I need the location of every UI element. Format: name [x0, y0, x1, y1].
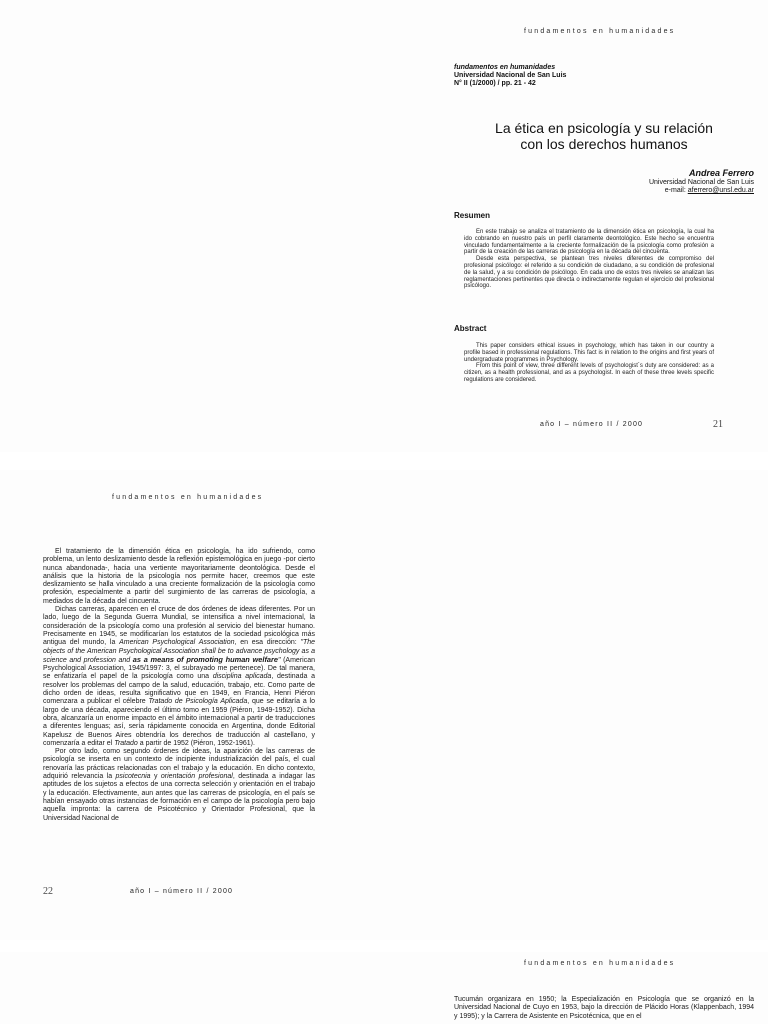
- text-run: , que se editaría a lo largo de una década, apareciendo el último tomo en 1959 (Piéron, 1949-1952). Dicha obra, alcanzaría un enorme impacto en el ámbito internacional a partir de traducciones a diferentes lenguas; así, sería rápidamente conocida en Argentina, donde Editorial Kapelusz de Buenos Aires obtendría los derechos de traducción al castellano, y comenzaría a editar el: [43, 698, 315, 747]
- author-name: Andrea Ferrero: [688, 168, 754, 178]
- email-link[interactable]: aferrero@unsl.edu.ar: [687, 187, 754, 194]
- journal-info: [454, 64, 566, 88]
- body-text: [43, 548, 315, 823]
- text-run-italic: Tratado: [114, 739, 138, 747]
- page-number: 21: [713, 419, 723, 430]
- quote-close: ": [278, 656, 281, 664]
- text-run-italic: psicotecnia: [115, 773, 151, 781]
- abstract-heading: Abstract: [454, 324, 487, 333]
- text-run: Por otro lado, como segundo órdenes de ideas, la aparición de las carreras de psicología se inserta en un contexto de incipiente industrialización del país, el cual renovaría las prácticas relacionadas con el trabajo y la educación. En dicho contexto, adquirió relevancia la: [43, 748, 315, 781]
- body-paragraph: Tucumán organizara en 1950; la Especialización en Psicología que se organizó en la Universidad Nacional de Cuyo en 1953, bajo la dirección de Plácido Horas (Klappenbach, 1994 y 1995); y la Carrera de Asistente en Psicotécnica, que en el: [454, 996, 754, 1020]
- email-label: e-mail:: [664, 187, 688, 194]
- text-run: , destinada a resolver los problemas del campo de la salud, educación, trabajo, etc. Como parte de dicho orden de ideas, resulta significativo que en 1949, en Francia, Henri Piéron comenzara a publicar el célebre: [43, 673, 315, 706]
- resumen-text: [464, 229, 714, 290]
- quote-emphasis: as a means of promoting human welfare: [132, 654, 278, 664]
- page-3: [0, 952, 768, 1024]
- abstract-text: [464, 343, 714, 384]
- text-run: Dichas carreras, aparecen en el cruce de dos órdenes de ideas diferentes. Por un lado, luego de la Segunda Guerra Mundial, se intensifica a nivel internacional, la consideración de la psicología como una profesión al servicio del bienestar humano. Precisamente en 1945, se modificarían los estatutos de la sociedad psicológica más antigua del mundo, la: [43, 606, 315, 647]
- text-run-italic: Tratado de Psicología Aplicada: [148, 698, 248, 706]
- body-text: [454, 996, 754, 1021]
- abstract-paragraph-1: This paper considers ethical issues in psychology, which has taken in our country a profile based in professional regulations. This fact is in relation to the origins and first years of undergraduate programmes in Psychology.: [464, 343, 714, 363]
- journal-university: Universidad Nacional de San Luis: [454, 72, 567, 79]
- resumen-paragraph-2: Desde esta perspectiva, se plantean tres niveles diferentes de compromiso del profesional psicólogo: el referido a su condición de ciudadano, a su condición de profesional de la salud, y a su condición de psicólogo. En cada uno de estos tres niveles se analizan las reglamentaciones pertinentes que directa o indirectamente regulan el ejercicio del profesional psicólogo.: [464, 256, 714, 290]
- text-run: , destinada a indagar las aptitudes de los sujetos a efectos de una correcta selección y orientación en el trabajo y la educación. Efectivamente, aun antes que las carreras de psicología, en el país se habían ensayado otras instancias de formación en el campo de la psicología pero bajo aquella impronta: la carrera de Psicotécnico y Orientador Profesional, que la Universidad Nacional de: [43, 773, 316, 822]
- text-run-italic: disciplina aplicada: [212, 673, 272, 681]
- text-run: , en esa dirección:: [234, 639, 301, 647]
- body-paragraph-2: [43, 606, 315, 748]
- journal-issue: N° II (1/2000) / pp. 21 - 42: [454, 80, 536, 87]
- running-head: fundamentos en humanidades: [524, 28, 676, 35]
- text-run-italic: American Psychological Association: [119, 639, 235, 647]
- resumen-heading: Resumen: [454, 211, 491, 220]
- text-run: (American Psychological Association, 1945/1997: 3, el subrayado me pertenece). De tal manera, se enfatizaría el papel de la psicología como una: [43, 656, 315, 681]
- resumen-paragraph-1: En este trabajo se analiza el tratamiento de la dimensión ética en psicología, la cual ha ido cobrando en nuestro país un perfil claramente deontológico. Este hecho se encuentra vinculado fundamentalmente a la creciente formalización de la psicología como profesión a partir de la creación de las carreras de psicología en la década del cincuenta.: [464, 229, 714, 256]
- author-email: [649, 187, 754, 195]
- journal-name: fundamentos en humanidades: [454, 64, 556, 71]
- running-head: fundamentos en humanidades: [524, 960, 676, 967]
- body-paragraph-3: [43, 748, 315, 823]
- quote-italic: "The objects of the American Psychological Association shall be to advance psychology as a science and profession and: [43, 639, 316, 664]
- body-paragraph-1: El tratamiento de la dimensión ética en psicología, ha ido sufriendo, como problema, un lento deslizamiento desde la reflexión epistemológica en juego -por cierto nunca abandonada-, hacia una vertiente mayoritariamente deontológica. Desde el análisis que la historia de la psicología nos permite hacer, creemos que este deslizamiento se halla vinculado a una creciente formalización de la psicología como profesión, especialmente a partir del surgimiento de las carreras de psicología, a mediados de la década del cincuenta.: [43, 548, 315, 605]
- abstract-paragraph-2: From this point of view, three different levels of psychologist´s duty are considered: as a citizen, as a health professional, and as a psychologist. In each of these three levels specific regulations are considered.: [464, 363, 714, 383]
- title-line-2: con los derechos humanos: [520, 136, 688, 152]
- author-affiliation: Universidad Nacional de San Luis: [648, 179, 754, 186]
- page-gap: [0, 940, 768, 952]
- author-block: [649, 168, 754, 195]
- page-footer: año I – número II / 2000: [540, 421, 644, 428]
- running-head: fundamentos en humanidades: [112, 494, 264, 501]
- page-2: [0, 470, 768, 940]
- page-number: 22: [43, 886, 53, 897]
- page-footer: año I – número II / 2000: [130, 888, 234, 895]
- page-gap: [0, 452, 768, 470]
- title-line-1: La ética en psicología y su relación: [495, 120, 713, 136]
- page-1: [0, 0, 768, 452]
- text-run: a partir de 1952 (Piéron, 1952-1961).: [137, 739, 255, 747]
- article-title: [454, 120, 754, 152]
- text-run: y: [150, 773, 161, 781]
- text-run-italic: orientación profesional: [160, 773, 233, 781]
